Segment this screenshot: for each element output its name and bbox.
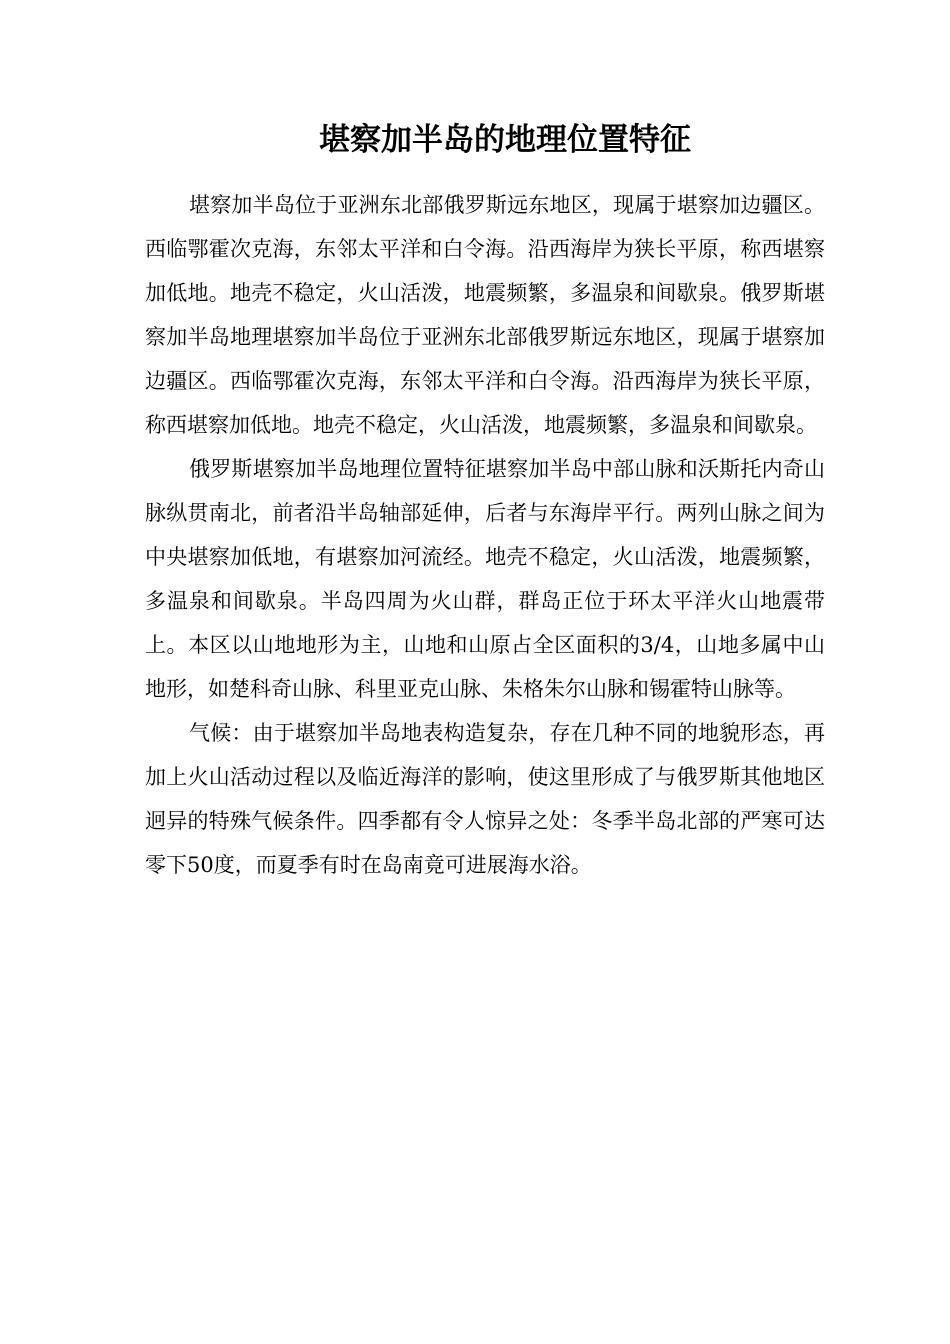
paragraph-2: 俄罗斯堪察加半岛地理位置特征堪察加半岛中部山脉和沃斯托内奇山脉纵贯南北，前者沿半岛轴部延伸，后者与东海岸平行。两列山脉之间为中央堪察加低地，有堪察加河流经。地壳不稳定，火山活泼，地震频繁，多温泉和间歇泉。半岛四周为火山群，群岛正位于环太平洋火山地震带上。本区以山地地形为主，山地和山原占全区面积的3/4，山地多属中山地形，如楚科奇山脉、科里亚克山脉、朱格朱尔山脉和锡霍特山脉等。: [145, 457, 825, 701]
document-title: 堪察加半岛的地理位置特征: [319, 122, 691, 158]
paragraph-3: 气候：由于堪察加半岛地表构造复杂，存在几种不同的地貌形态，再加上火山活动过程以及临近海洋的影响，使这里形成了与俄罗斯其他地区迥异的特殊气候条件。四季都有令人惊异之处：冬季半岛北部的严寒可达零下50度，而夏季有时在岛南竟可进展海水浴。: [145, 721, 825, 877]
document-body: [145, 183, 825, 887]
paragraph-1: 堪察加半岛位于亚洲东北部俄罗斯远东地区，现属于堪察加边疆区。西临鄂霍次克海，东邻太平洋和白令海。沿西海岸为狭长平原，称西堪察加低地。地壳不稳定，火山活泼，地震频繁，多温泉和间歇泉。俄罗斯堪察加半岛地理堪察加半岛位于亚洲东北部俄罗斯远东地区，现属于堪察加边疆区。西临鄂霍次克海，东邻太平洋和白令海。沿西海岸为狭长平原，称西堪察加低地。地壳不稳定，火山活泼，地震频繁，多温泉和间歇泉。: [145, 193, 825, 437]
